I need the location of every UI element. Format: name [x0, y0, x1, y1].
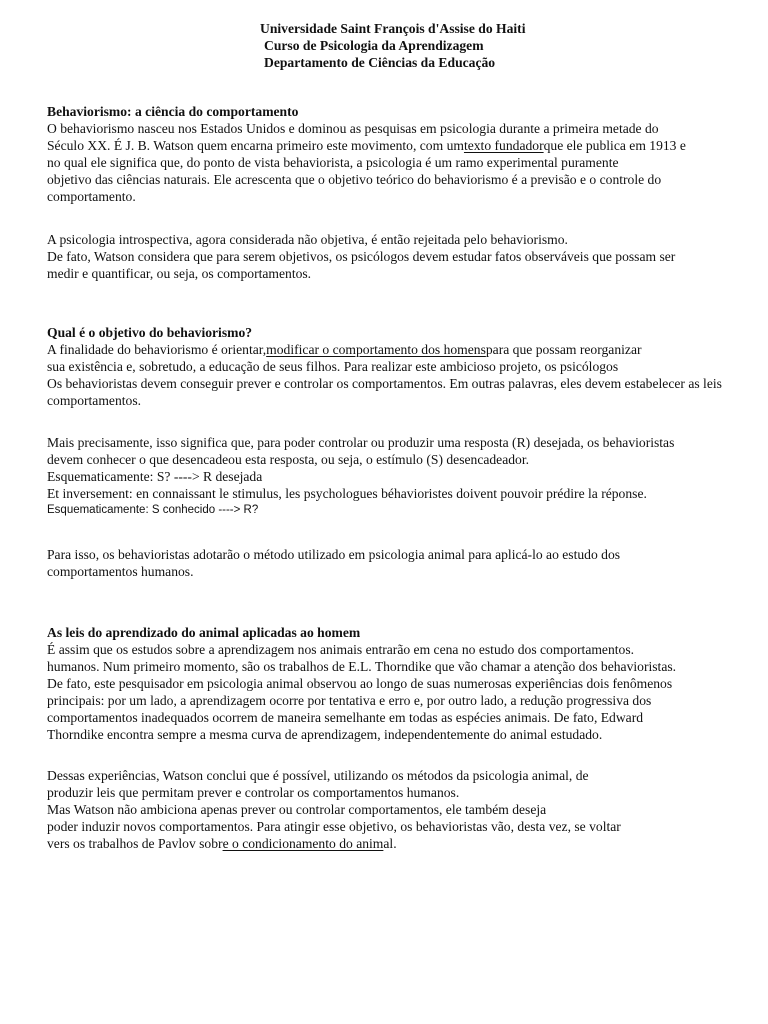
paragraph-line: [47, 137, 767, 154]
section-introspective-psychology: [47, 231, 767, 282]
paragraph-line: comportamentos humanos.: [47, 564, 194, 579]
header-department: Departamento de Ciências da Educação: [264, 55, 496, 70]
paragraph-line: poder induzir novos comportamentos. Para atingir esse objetivo, os behavioristas vão, desta vez, se voltar: [47, 819, 621, 834]
paragraph-line: O behaviorismo nasceu nos Estados Unidos e dominou as pesquisas em psicologia durante a primeira metade do: [47, 121, 659, 136]
schema-line: Esquematicamente: S? ----> R desejada: [47, 469, 263, 484]
paragraph-line: comportamentos.: [47, 393, 142, 408]
section-animal-method: [47, 546, 767, 580]
paragraph-line: [47, 341, 767, 358]
header-course: Curso de Psicologia da Aprendizagem: [264, 38, 484, 53]
paragraph-line: devem conhecer o que desencadeou esta resposta, ou seja, o estímulo (S) desencadeador.: [47, 452, 530, 467]
section-objective: [47, 324, 767, 409]
paragraph-line: A psicologia introspectiva, agora considerada não objetiva, é então rejeitada pelo behaviorismo.: [47, 232, 568, 247]
underlined-text: e o condicionamento do anim: [222, 836, 384, 851]
header-university: Universidade Saint François d'Assise do Haiti: [260, 21, 526, 36]
section-animal-learning-laws: [47, 624, 767, 743]
paragraph-line: Dessas experiências, Watson conclui que é possível, utilizando os métodos da psicologia animal, de: [47, 768, 589, 783]
section-watson-conclusion: [47, 767, 767, 852]
paragraph-line: sua existência e, sobretudo, a educação de seus filhos. Para realizar este ambicioso projeto, os psicólogos: [47, 359, 619, 374]
text-run: para que possam reorganizar: [485, 342, 642, 357]
underlined-text: texto fundador: [463, 138, 544, 153]
paragraph-line: De fato, este pesquisador em psicologia animal observou ao longo de suas numerosas experiências dois fenômenos: [47, 676, 673, 691]
paragraph-line: humanos. Num primeiro momento, são os trabalhos de E.L. Thorndike que vão chamar a atenção dos behavioristas.: [47, 659, 677, 674]
text-run: Século XX. É J. B. Watson quem encarna primeiro este movimento, com um: [47, 138, 464, 153]
section-heading: Qual é o objetivo do behaviorismo?: [47, 325, 253, 340]
paragraph-line: Mas Watson não ambiciona apenas prever ou controlar comportamentos, ele também deseja: [47, 802, 547, 817]
section-stimulus-response: [47, 434, 767, 519]
paragraph-line: Mais precisamente, isso significa que, para poder controlar ou produzir uma resposta (R) desejada, os behavioristas: [47, 435, 675, 450]
underlined-text: modificar o comportamento dos homens: [266, 342, 486, 357]
paragraph-line: medir e quantificar, ou seja, os comportamentos.: [47, 266, 312, 281]
paragraph-line: De fato, Watson considera que para serem objetivos, os psicólogos devem estudar fatos observáveis que possam ser: [47, 249, 676, 264]
paragraph-line: comportamentos inadequados ocorrem de maneira semelhante em todas as espécies animais. De fato, Edward: [47, 710, 644, 725]
paragraph-line: Thorndike encontra sempre a mesma curva de aprendizagem, independentemente do animal estudado.: [47, 727, 603, 742]
paragraph-line: Os behavioristas devem conseguir prever e controlar os comportamentos. Em outras palavras, eles devem estabelecer as leis: [47, 376, 722, 391]
paragraph-line: Et inversement: en connaissant le stimulus, les psychologues béhavioristes doivent pouvoir prédire la réponse.: [47, 486, 647, 501]
paragraph-line: É assim que os estudos sobre a aprendizagem nos animais entrarão em cena no estudo dos comportamentos.: [47, 642, 635, 657]
paragraph-line: produzir leis que permitam prever e controlar os comportamentos humanos.: [47, 785, 460, 800]
section-behaviorism-intro: [47, 103, 767, 205]
paragraph-line: comportamento.: [47, 189, 136, 204]
text-run: vers os trabalhos de Pavlov sobr: [47, 836, 223, 851]
schema-line: Esquematicamente: S conhecido ----> R?: [47, 504, 259, 516]
paragraph-line: [47, 835, 767, 852]
paragraph-line: principais: por um lado, a aprendizagem ocorre por tentativa e erro e, por outro lado, a redução progressiva dos: [47, 693, 652, 708]
text-run: al.: [383, 836, 397, 851]
text-run: A finalidade do behaviorismo é orientar,: [47, 342, 267, 357]
paragraph-line: objetivo das ciências naturais. Ele acrescenta que o objetivo teórico do behaviorismo é a previsão e o controle do: [47, 172, 662, 187]
text-run: que ele publica em 1913 e: [543, 138, 686, 153]
section-heading: Behaviorismo: a ciência do comportamento: [47, 104, 299, 119]
paragraph-line: no qual ele significa que, do ponto de vista behaviorista, a psicologia é um ramo experimental puramente: [47, 155, 619, 170]
paragraph-line: Para isso, os behavioristas adotarão o método utilizado em psicologia animal para aplicá-lo ao estudo dos: [47, 547, 621, 562]
section-heading: As leis do aprendizado do animal aplicadas ao homem: [47, 625, 361, 640]
